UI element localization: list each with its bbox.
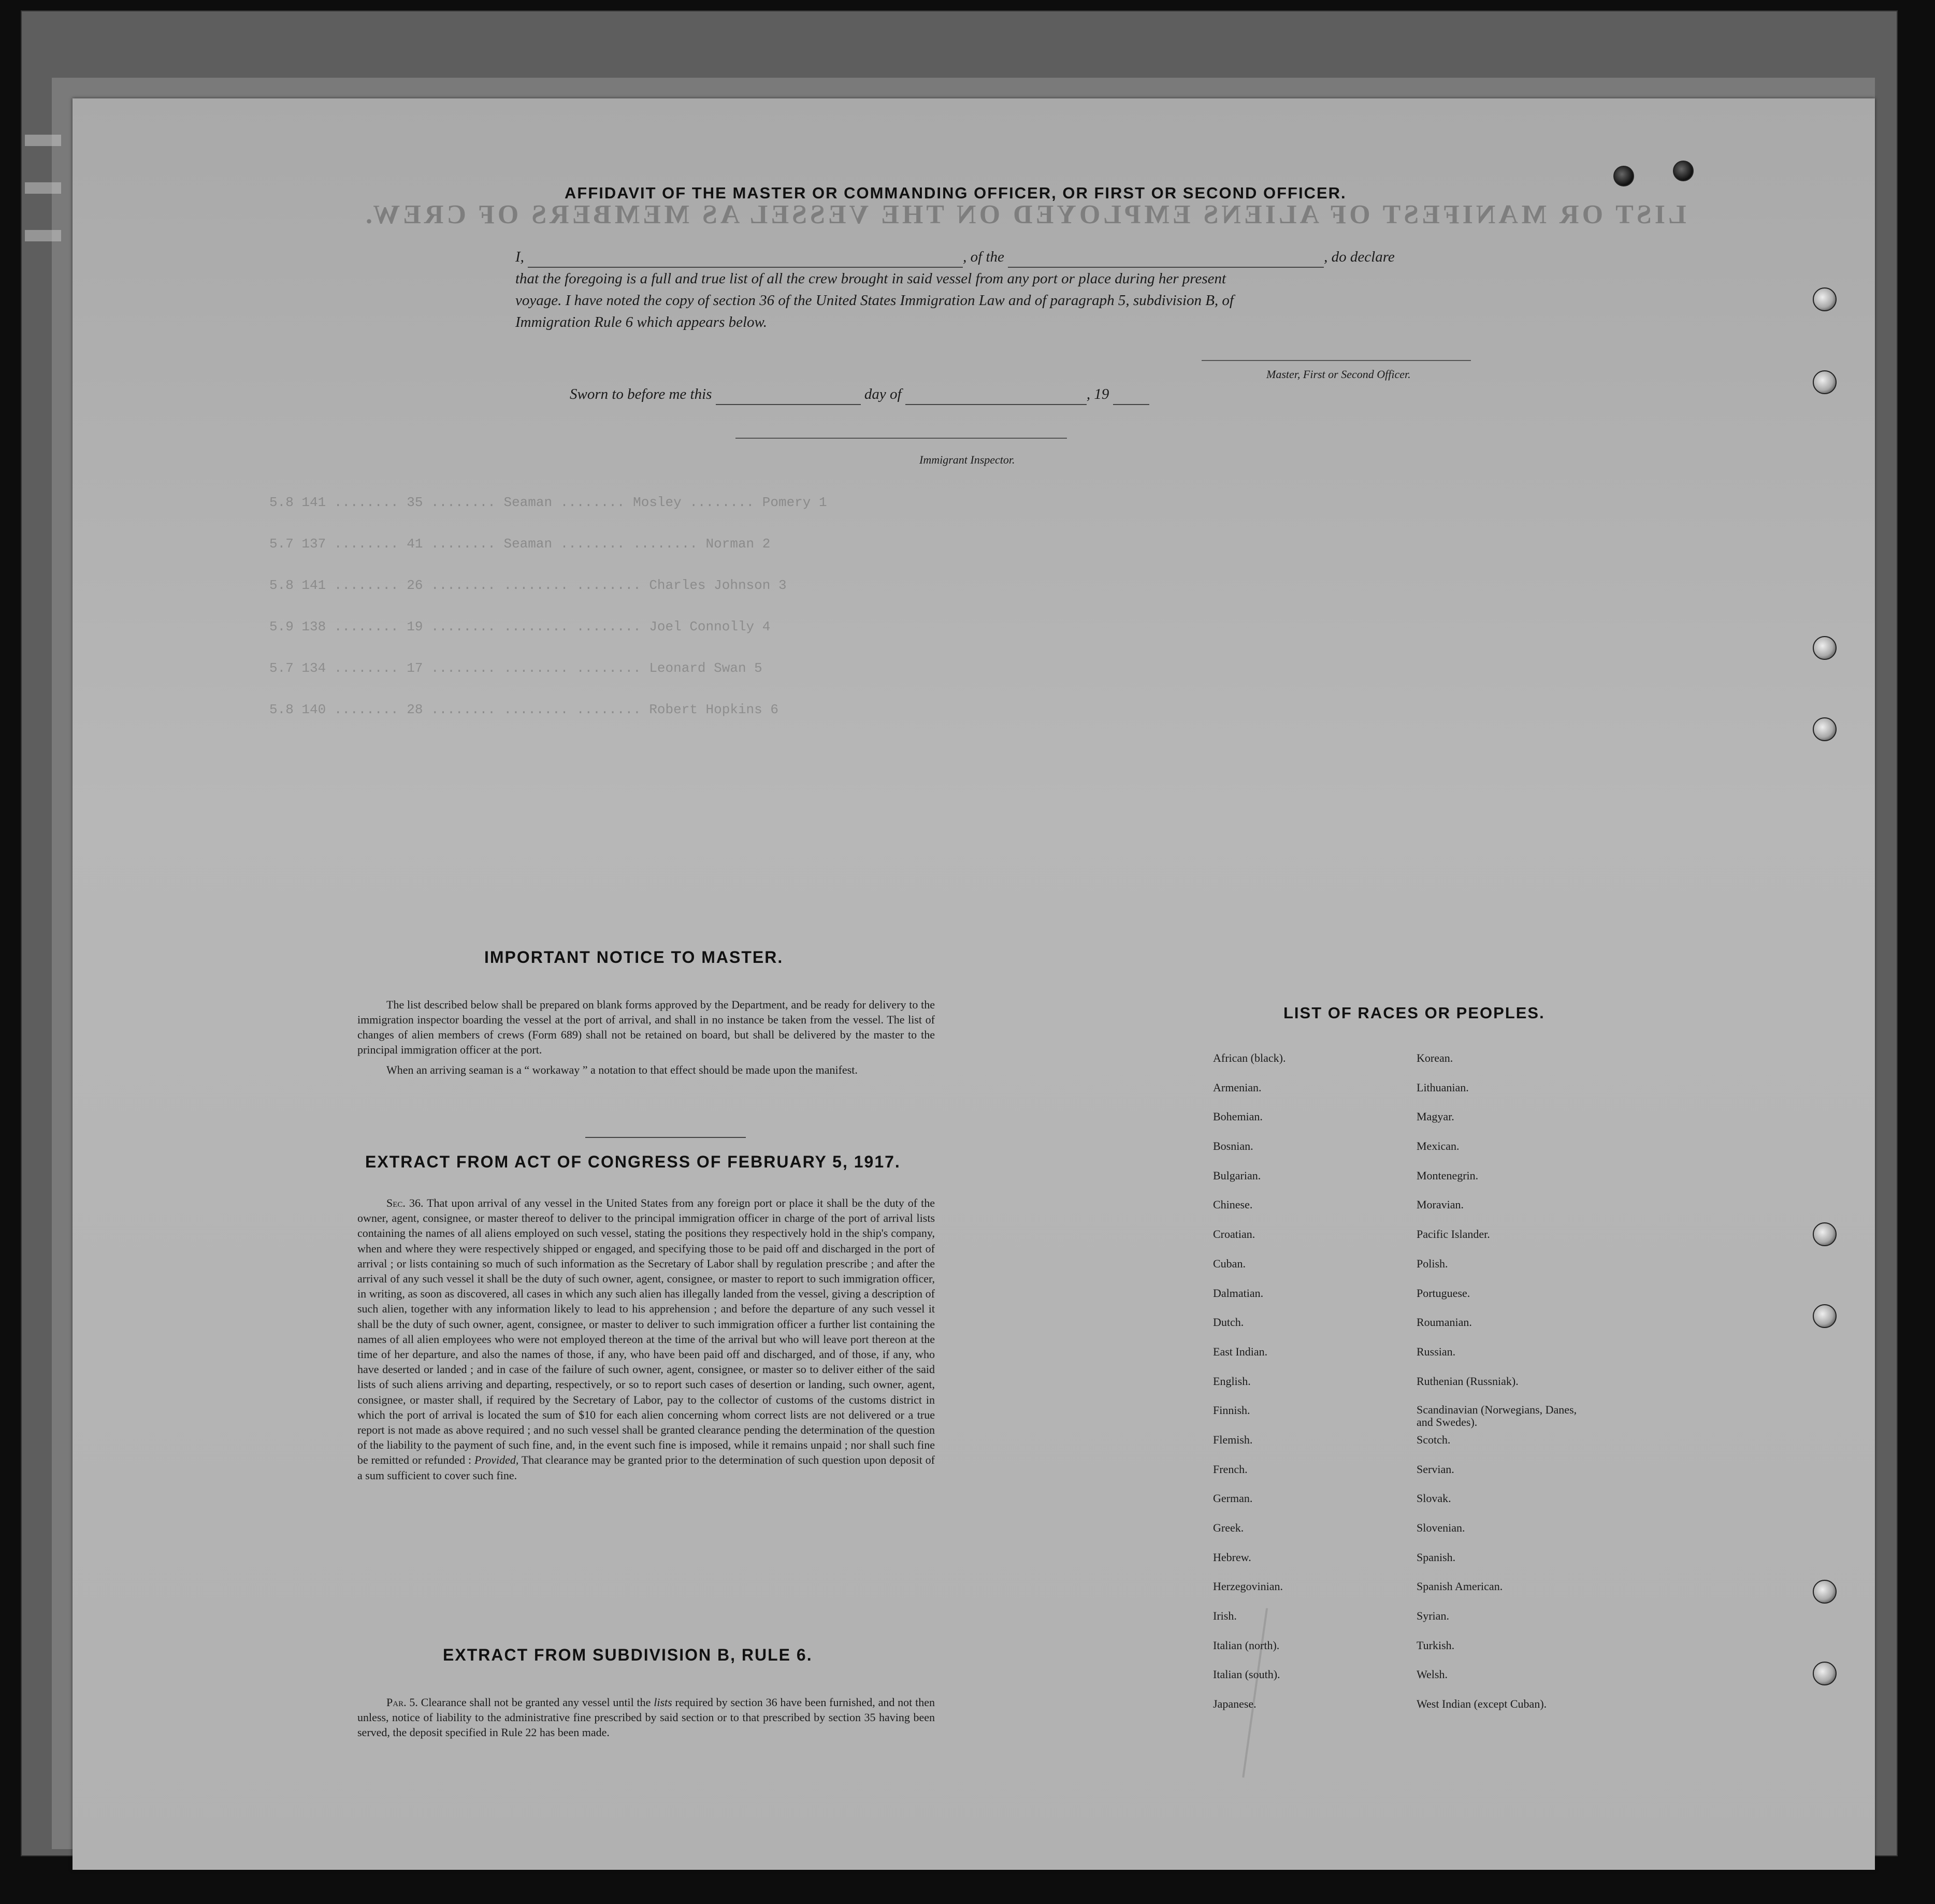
day-of-text: day of	[864, 386, 902, 402]
race-item: French.	[1213, 1462, 1248, 1476]
bleed-through-row: 5.7 134 ........ 17 ........ ........ ........ Leonard Swan 5	[269, 660, 762, 676]
left-edge-marks	[25, 135, 61, 290]
race-item: Armenian.	[1213, 1080, 1262, 1094]
race-item: Spanish American.	[1417, 1580, 1503, 1593]
races-title: LIST OF RACES OR PEOPLES.	[1283, 1004, 1545, 1022]
race-item: Irish.	[1213, 1609, 1237, 1623]
race-item: Flemish.	[1213, 1433, 1253, 1446]
race-item: Dalmatian.	[1213, 1286, 1264, 1300]
extract-act-title: EXTRACT FROM ACT OF CONGRESS OF FEBRUARY 5, 1917.	[365, 1152, 901, 1171]
bleed-through-signature	[1242, 1608, 1391, 1795]
punch-hole	[1813, 1580, 1837, 1604]
sworn-day-field[interactable]	[716, 391, 861, 405]
notice-title: IMPORTANT NOTICE TO MASTER.	[484, 948, 784, 967]
race-item: Dutch.	[1213, 1316, 1244, 1329]
affidavit-line-2: that the foregoing is a full and true list of all the crew brought in said vessel from any port or place during her present	[515, 270, 1226, 287]
sworn-month-field[interactable]	[905, 391, 1087, 405]
document-page	[73, 98, 1875, 1870]
races-column-right	[1417, 1051, 1587, 1727]
inspector-signature-line[interactable]	[735, 438, 1067, 439]
punch-hole	[1813, 287, 1837, 311]
punch-hole	[1813, 636, 1837, 660]
section-36-text: That upon arrival of any vessel in the United States from any foreign port or place it shall be the duty of the owner, agent, consignee, or master thereof to deliver to the principal immigration officer in charge of the port of arrival lists containing the names of all aliens employed on such vessel, stating the positions they respectively hold in the ship's company, when and where they were respectively shipped or engaged, and specifying those to be paid off and discharged in the port of arrival ; or lists containing so much of such information as the Secretary of Labor shall by regulation prescribe ; and after the arrival of any such vessel it shall be the duty of such owner, agent, consignee, or master to report to such immigration officer, in writing, as soon as discovered, all cases in which any such alien has illegally landed from the vessel, giving a description of such alien, together with any information likely to lead to his apprehension ; and before the departure of any such vessel it shall be the duty of such owner, agent, consignee, or master to deliver to such immigration officer a further list containing the names of all alien employees who were not employed thereon at the time of the arrival but who will leave port thereon at the time of her departure, and also the names of those, if any, who have been paid off and discharged, and of those, if any, who have deserted or landed ; and in case of the failure of such owner, agent, consignee, or master so to deliver either of the said lists of such aliens arriving and departing, respectively, or so to report such cases of desertion or landing, such owner, agent, consignee, or master shall, if required by the Secretary of Labor, pay to the collector of customs of the customs district in which the port of arrival is located the sum of $10 for each alien concerning whom correct lists are not delivered or a true report is not made as above required ; and no such vessel shall be granted clearance pending the determination of the question of the liability to the payment of such fine, and, in the event such fine is imposed, while it remains unpaid ; nor shall such fine be remitted or refunded :	[357, 1196, 935, 1467]
race-item: Bulgarian.	[1213, 1169, 1261, 1182]
race-item: Herzegovinian.	[1213, 1580, 1283, 1593]
lists-word: lists	[654, 1696, 672, 1709]
extract-act-body	[357, 1195, 935, 1483]
race-item: Croatian.	[1213, 1228, 1255, 1241]
affidavit-line-3: voyage. I have noted the copy of section 36 of the United States Immigration Law and of paragraph 5, subdivision B, of	[515, 292, 1234, 309]
race-item: Cuban.	[1213, 1257, 1246, 1270]
race-item: Greek.	[1213, 1521, 1244, 1534]
race-item: Ruthenian (Russniak).	[1417, 1374, 1519, 1388]
race-item: Scandinavian (Norwegians, Danes, and Swedes).	[1417, 1403, 1577, 1429]
notice-paragraph-2: When an arriving seaman is a “ workaway ” a notation to that effect should be made upon the manifest.	[386, 1063, 858, 1076]
bleed-through-row: 5.8 141 ........ 35 ........ Seaman ........ Mosley ........ Pomery 1	[269, 495, 827, 510]
punch-hole	[1673, 161, 1694, 181]
declarant-prefix: I,	[515, 249, 524, 265]
punch-hole	[1813, 370, 1837, 394]
affidavit-line-4: Immigration Rule 6 which appears below.	[515, 314, 767, 330]
race-item: Russian.	[1417, 1345, 1456, 1358]
race-item: Slovenian.	[1417, 1521, 1465, 1534]
race-item: Moravian.	[1417, 1198, 1464, 1211]
race-item: Bohemian.	[1213, 1110, 1263, 1123]
race-item: Spanish.	[1417, 1550, 1456, 1564]
sworn-line	[570, 383, 1149, 405]
rule-text-b: required by section 36 have been furnished, and not then unless, notice of liability to the administrative fine prescribed by said section or to that prescribed by section 35 having been served, the deposit specified in Rule 22 has been made.	[357, 1696, 935, 1739]
race-item: Montenegrin.	[1417, 1169, 1479, 1182]
race-item: Lithuanian.	[1417, 1080, 1469, 1094]
race-item: Italian (north).	[1213, 1638, 1280, 1652]
inspector-caption: Immigrant Inspector.	[919, 453, 1015, 466]
punch-hole	[1813, 1662, 1837, 1685]
bleed-through-row: 5.8 140 ........ 28 ........ ........ ........ Robert Hopkins 6	[269, 702, 778, 717]
race-item: Servian.	[1417, 1462, 1454, 1476]
punch-hole	[1813, 717, 1837, 741]
punch-hole	[1813, 1222, 1837, 1246]
race-item: Korean.	[1417, 1051, 1453, 1064]
race-item: Hebrew.	[1213, 1550, 1251, 1564]
extract-rule-body	[357, 1695, 935, 1740]
vessel-prefix: , of the	[963, 249, 1004, 265]
race-item: Chinese.	[1213, 1198, 1253, 1211]
race-item: Japanese.	[1213, 1697, 1257, 1711]
race-item: Turkish.	[1417, 1638, 1455, 1652]
year-prefix: , 19	[1086, 386, 1109, 402]
race-item: Polish.	[1417, 1257, 1448, 1270]
affidavit-line-1	[515, 246, 1395, 268]
race-item: African (black).	[1213, 1051, 1286, 1064]
bleed-through-heading: LIST OR MANIFEST OF ALIENS EMPLOYED ON THE VESSEL AS MEMBERS OF CREW.	[363, 200, 1686, 229]
vessel-name-field[interactable]	[1008, 253, 1324, 268]
provided-word: Provided,	[474, 1453, 519, 1467]
race-item: Syrian.	[1417, 1609, 1449, 1623]
race-item: Welsh.	[1417, 1668, 1448, 1681]
master-signature-line[interactable]	[1202, 360, 1471, 361]
race-item: Roumanian.	[1417, 1316, 1472, 1329]
affidavit-title: AFFIDAVIT OF THE MASTER OR COMMANDING OFFICER, OR FIRST OR SECOND OFFICER.	[565, 184, 1347, 202]
race-item: Scotch.	[1417, 1433, 1451, 1446]
master-caption: Master, First or Second Officer.	[1266, 368, 1411, 381]
declarant-name-field[interactable]	[528, 253, 963, 268]
extract-rule-title: EXTRACT FROM SUBDIVISION B, RULE 6.	[443, 1646, 813, 1664]
punch-hole	[1613, 166, 1634, 186]
rule-text-a: Clearance shall not be granted any vessel until the	[421, 1696, 651, 1709]
notice-body	[357, 997, 935, 1083]
bleed-through-row: 5.8 141 ........ 26 ........ ........ ........ Charles Johnson 3	[269, 578, 787, 593]
divider-rule	[585, 1137, 746, 1138]
sworn-text: Sworn to before me this	[570, 386, 712, 402]
race-item: Finnish.	[1213, 1404, 1250, 1417]
race-item: English.	[1213, 1374, 1251, 1388]
bleed-through-row: 5.7 137 ........ 41 ........ Seaman ........ ........ Norman 2	[269, 536, 771, 552]
race-item: Pacific Islander.	[1417, 1228, 1490, 1241]
race-item: German.	[1213, 1492, 1253, 1505]
punch-hole	[1813, 1304, 1837, 1328]
bleed-through-row: 5.9 138 ........ 19 ........ ........ ........ Joel Connolly 4	[269, 619, 771, 634]
race-item: Slovak.	[1417, 1492, 1451, 1505]
section-36-text-end: That clearance may be granted prior to the determination of such question upon deposit of a sum sufficient to cover such fine.	[357, 1453, 935, 1482]
race-item: Bosnian.	[1213, 1139, 1253, 1153]
race-item: Italian (south).	[1213, 1668, 1280, 1681]
race-item: East Indian.	[1213, 1345, 1268, 1358]
race-item: Portuguese.	[1417, 1286, 1470, 1300]
sworn-year-field[interactable]	[1113, 391, 1149, 405]
race-item: Mexican.	[1417, 1139, 1460, 1153]
notice-paragraph-1: The list described below shall be prepared on blank forms approved by the Department, and be ready for delivery to the immigration inspector boarding the vessel at the port of arrival, and shall in no instance be taken from the vessel. The list of changes of alien members of crews (Form 689) shall not be retained on board, but shall be delivered by the master to the principal immigration officer at the port.	[357, 998, 935, 1056]
declare-text: , do declare	[1324, 249, 1395, 265]
race-item: West Indian (except Cuban).	[1417, 1697, 1547, 1711]
paragraph-label: Par. 5.	[386, 1696, 418, 1709]
section-label: Sec. 36.	[386, 1196, 424, 1209]
race-item: Magyar.	[1417, 1110, 1454, 1123]
